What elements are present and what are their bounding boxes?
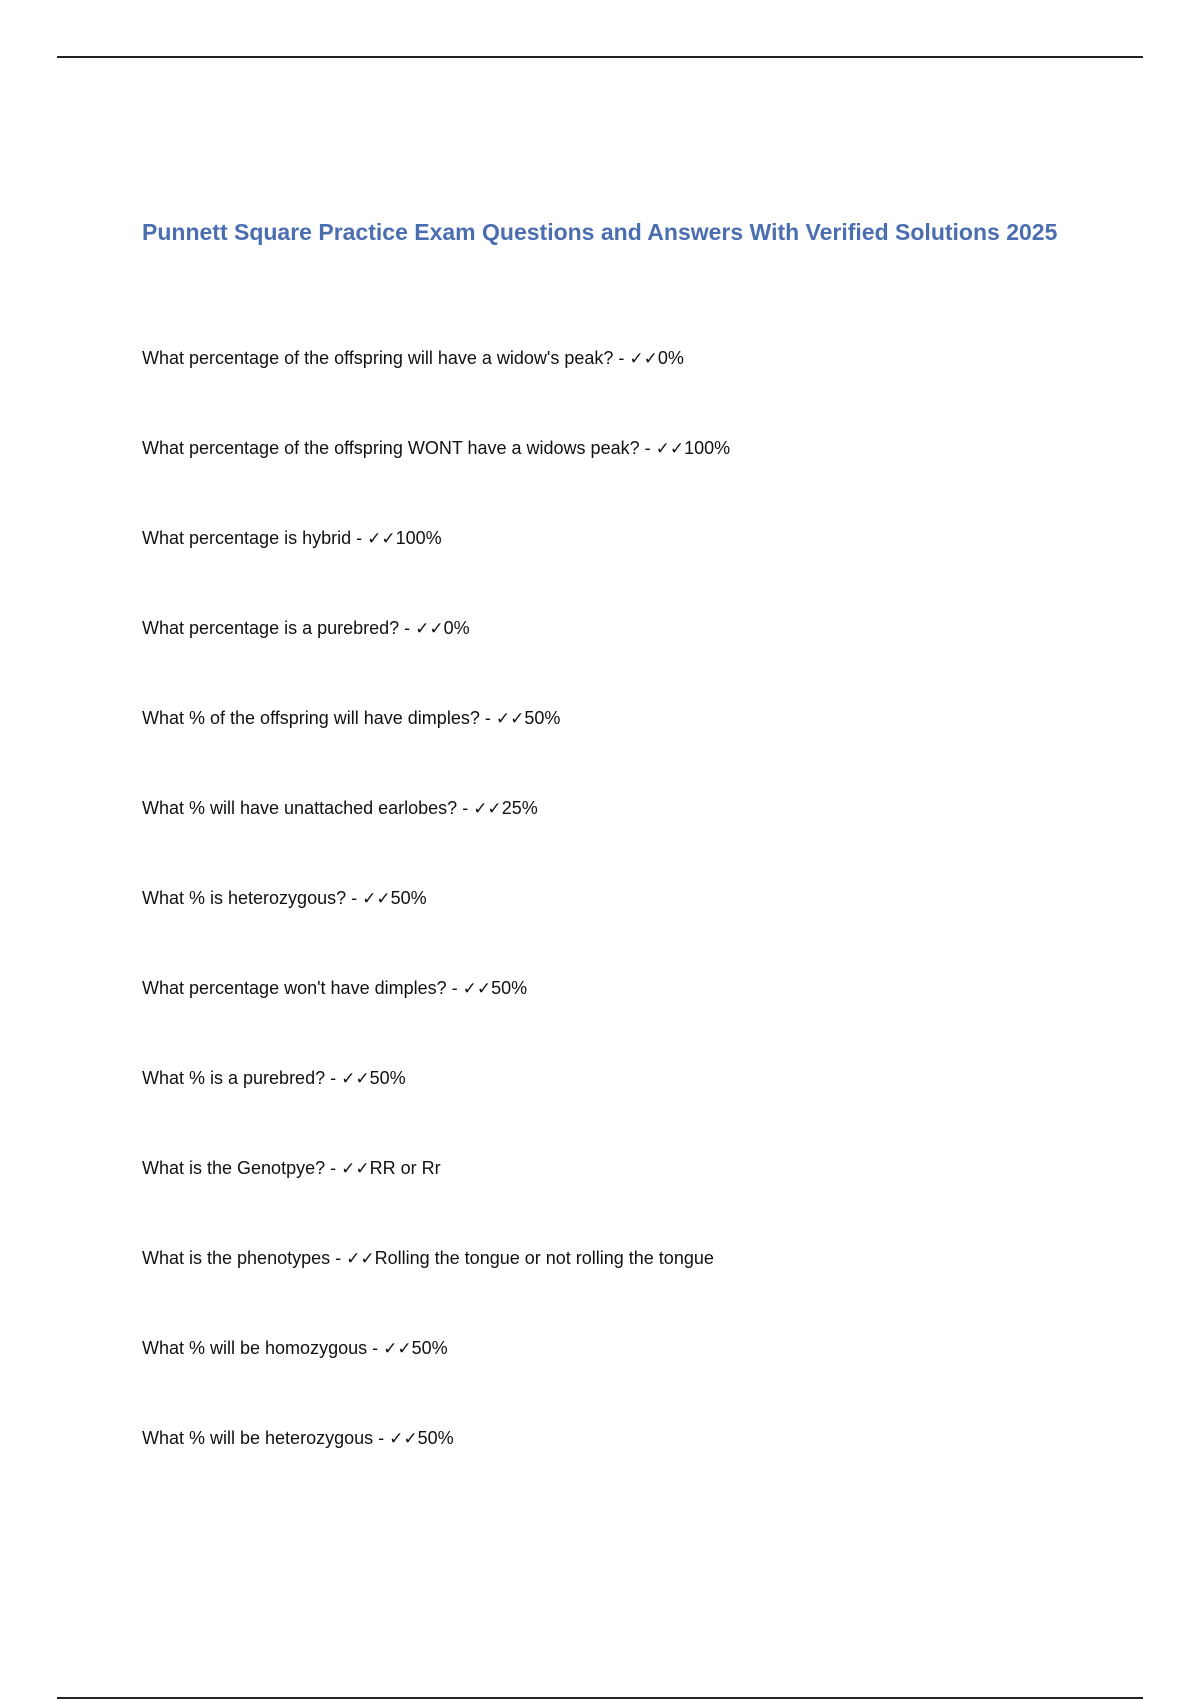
qa-item [142,347,1062,437]
double-check-icon: ✓✓ [383,1339,412,1359]
question-text: What is the phenotypes [142,1248,331,1268]
question-text: What percentage of the offspring WONT have a widows peak? [142,438,640,458]
qa-item [142,527,1062,617]
double-check-icon: ✓✓ [341,1159,370,1179]
answer-text: RR or Rr [369,1158,441,1178]
separator: - [399,618,416,638]
double-check-icon: ✓✓ [341,1069,370,1089]
separator: - [613,348,630,368]
separator: - [639,438,656,458]
answer-text: 50% [390,888,427,908]
qa-item [142,617,1062,707]
double-check-icon: ✓✓ [462,979,492,999]
footer-rule [57,1697,1143,1699]
separator: - [479,708,496,728]
double-check-icon: ✓✓ [495,709,525,729]
separator: - [373,1428,390,1448]
answer-text: 25% [501,798,538,818]
qa-item [142,797,1062,887]
document-body [142,215,1062,1449]
double-check-icon: ✓✓ [655,439,685,459]
question-text: What percentage is hybrid [142,528,352,548]
question-text: What percentage won't have dimples? [142,978,447,998]
separator: - [351,528,368,548]
separator: - [346,888,363,908]
header-rule [57,56,1143,58]
answer-text: 0% [657,348,684,368]
qa-item [142,437,1062,527]
document-title: Punnett Square Practice Exam Questions and Answers With Verified Solutions 2025 [142,219,1058,245]
double-check-icon: ✓✓ [415,619,444,639]
separator: - [325,1068,342,1088]
question-text: What percentage of the offspring will have a widow's peak? [142,348,614,368]
separator: - [446,978,463,998]
separator: - [367,1338,384,1358]
question-text: What % of the offspring will have dimples? [142,708,480,728]
separator: - [330,1248,347,1268]
question-text: What percentage is a purebred? [142,618,400,638]
answer-text: Rolling the tongue or not rolling the tongue [374,1248,714,1268]
qa-item [142,1337,1062,1427]
answer-text: 0% [443,618,470,638]
answer-text: 50% [417,1428,454,1448]
double-check-icon: ✓✓ [629,349,658,369]
separator: - [325,1158,342,1178]
qa-item [142,1157,1062,1247]
qa-item [142,707,1062,797]
answer-text: 50% [369,1068,406,1088]
separator: - [457,798,474,818]
question-text: What is the Genotpye? [142,1158,326,1178]
question-text: What % will have unattached earlobes? [142,798,458,818]
question-text: What % is heterozygous? [142,888,347,908]
qa-item [142,1247,1062,1337]
double-check-icon: ✓✓ [362,889,391,909]
double-check-icon: ✓✓ [473,799,502,819]
qa-item [142,1427,1062,1517]
question-text: What % will be homozygous [142,1338,368,1358]
answer-text: 100% [395,528,442,548]
double-check-icon: ✓✓ [389,1429,418,1449]
question-text: What % will be heterozygous [142,1428,374,1448]
answer-text: 100% [684,438,731,458]
qa-item [142,977,1062,1067]
qa-list [142,347,1062,1517]
qa-item [142,887,1062,977]
answer-text: 50% [491,978,528,998]
answer-text: 50% [411,1338,448,1358]
answer-text: 50% [524,708,561,728]
double-check-icon: ✓✓ [346,1249,375,1269]
question-text: What % is a purebred? [142,1068,326,1088]
qa-item [142,1067,1062,1157]
double-check-icon: ✓✓ [367,529,396,549]
